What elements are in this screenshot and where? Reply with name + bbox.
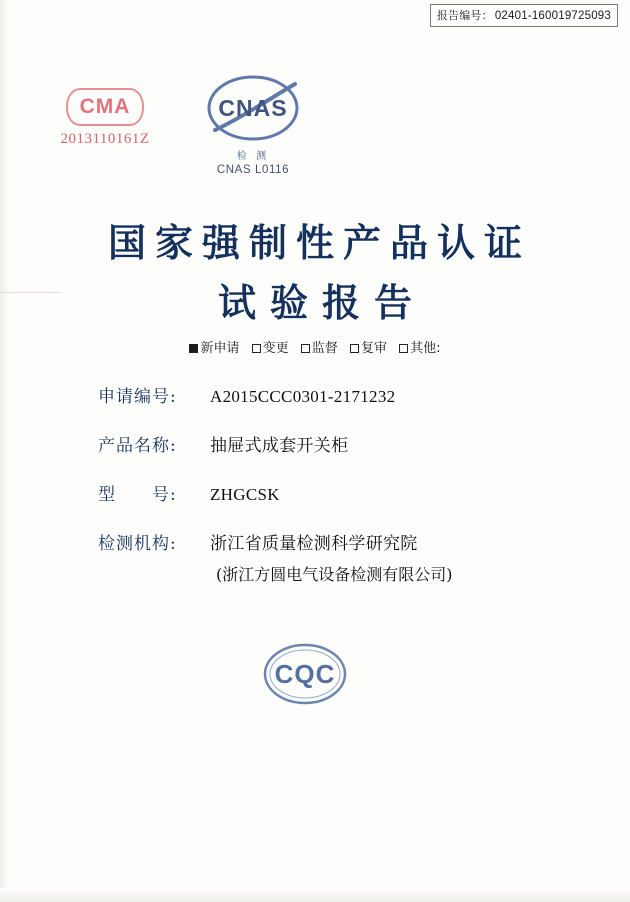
field-label-model: 型 号: bbox=[98, 485, 177, 505]
field-application-number bbox=[98, 382, 558, 407]
field-model bbox=[98, 480, 558, 505]
cnas-mark bbox=[178, 72, 328, 176]
checkbox-option-other[interactable] bbox=[399, 341, 440, 356]
field-value-testing-organization: 浙江省质量检测科学研究院 bbox=[210, 534, 418, 554]
field-testing-organization bbox=[98, 529, 558, 554]
checkbox-option-review[interactable] bbox=[350, 341, 387, 356]
checkbox-option-new[interactable] bbox=[189, 341, 239, 356]
cma-badge-icon bbox=[66, 88, 144, 126]
checkbox-label-new: 新申请 bbox=[200, 341, 240, 356]
cma-code: 2013110161Z bbox=[60, 131, 150, 147]
cnas-sub-label: 检 测 bbox=[236, 151, 270, 162]
checkbox-icon-new[interactable] bbox=[189, 344, 198, 353]
report-number-value: 02401-160019725093 bbox=[494, 10, 611, 22]
application-type-row bbox=[0, 337, 630, 356]
checkbox-icon-change[interactable] bbox=[252, 344, 261, 353]
scan-edge-bottom bbox=[0, 888, 630, 902]
field-product-name bbox=[98, 431, 558, 456]
cnas-logo-icon bbox=[201, 72, 305, 150]
report-number-label: 报告编号： bbox=[436, 9, 493, 22]
checkbox-option-supervision[interactable] bbox=[301, 341, 338, 356]
field-label-application-number: 申请编号: bbox=[98, 387, 177, 407]
cma-mark bbox=[40, 88, 170, 148]
checkbox-option-change[interactable] bbox=[252, 341, 289, 356]
field-value-application-number: A2015CCC0301-2171232 bbox=[210, 387, 396, 406]
field-value-product-name: 抽屉式成套开关柜 bbox=[210, 436, 349, 456]
checkbox-label-supervision: 监督 bbox=[311, 341, 338, 356]
checkbox-icon-review[interactable] bbox=[350, 344, 359, 353]
accreditation-marks bbox=[0, 72, 630, 187]
svg-text:CNAS: CNAS bbox=[218, 95, 288, 121]
cqc-seal-icon bbox=[258, 638, 352, 716]
checkbox-label-other: 其他: bbox=[410, 341, 441, 356]
cnas-code: CNAS L0116 bbox=[216, 164, 290, 176]
field-value-model: ZHGCSK bbox=[210, 485, 280, 504]
field-value-testing-organization-sub: (浙江方圆电气设备检测有限公司) bbox=[216, 565, 453, 584]
page-title-line2: 试验报告 bbox=[217, 280, 426, 325]
checkbox-label-review: 复审 bbox=[360, 341, 387, 356]
checkbox-icon-other[interactable] bbox=[399, 344, 408, 353]
report-number-box bbox=[430, 4, 618, 27]
report-fields bbox=[98, 382, 558, 607]
checkbox-label-change: 变更 bbox=[262, 341, 289, 356]
svg-text:CQC: CQC bbox=[274, 659, 336, 689]
checkbox-icon-supervision[interactable] bbox=[301, 344, 310, 353]
field-label-testing-organization: 检测机构: bbox=[98, 534, 177, 554]
cma-mark-text: CMA bbox=[79, 95, 131, 118]
page-title-line1: 国家强制性产品认证 bbox=[107, 220, 531, 265]
field-label-product-name: 产品名称: bbox=[98, 436, 177, 456]
